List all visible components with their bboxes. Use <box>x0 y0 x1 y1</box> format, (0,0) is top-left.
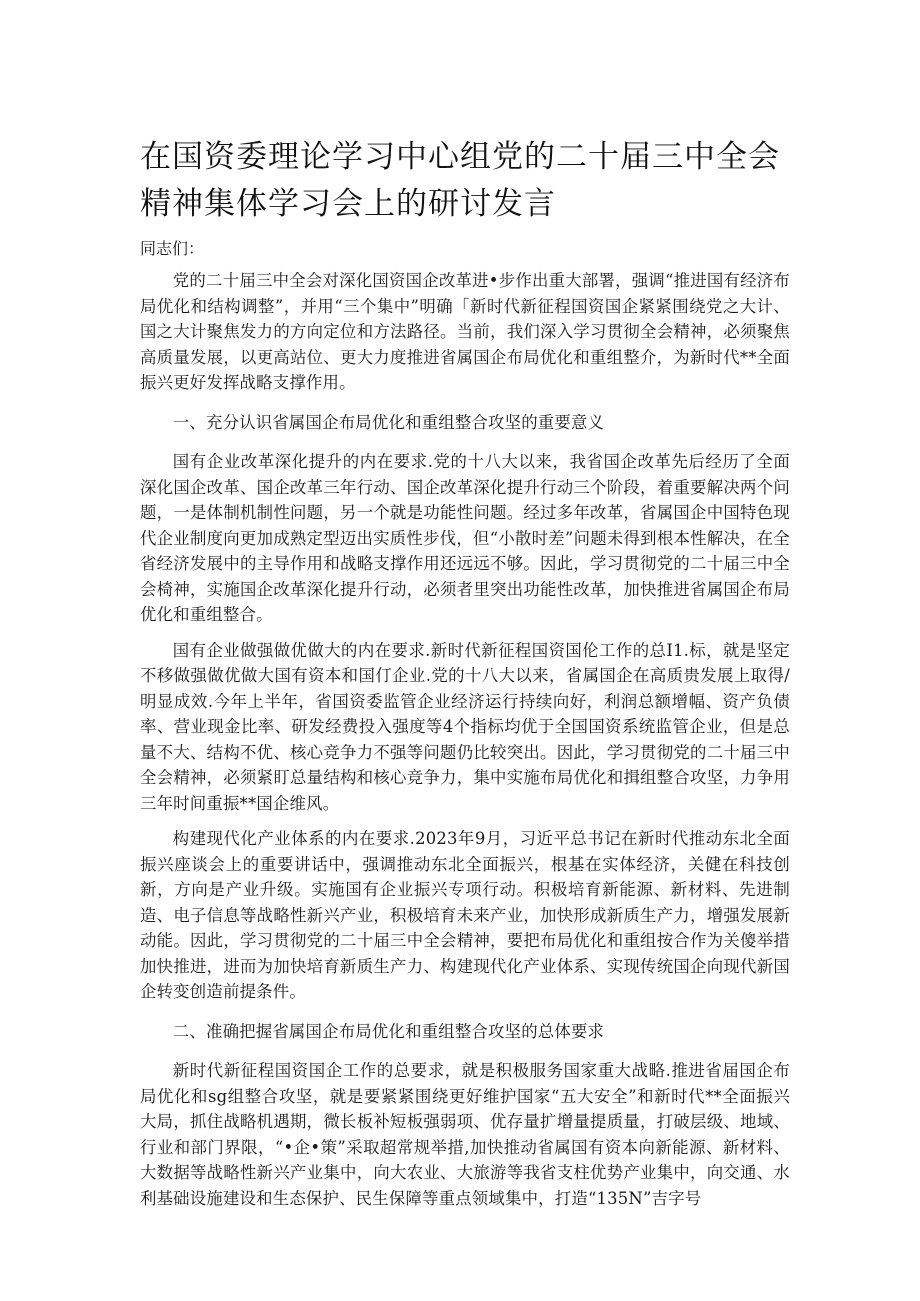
section-heading-2: 二、准确把握省属国企布局优化和重组整合攻坚的总体要求 <box>172 1021 605 1041</box>
document-title: 在国资委理论学习中心组党的二十届三中全会精神集体学习会上的研讨发言 <box>140 139 780 222</box>
paragraph-intro: 党的二十届三中全会对深化国资国企改革进•步作出重大部署，强调“推进国有经济布局优化和结构调整”，并用“三个集中”明确「新时代新征程国资国企紧紧围绕党之大计、国之大计聚焦发力的方向定位和方法路径。当前，我们深入学习贯彻全会精神，必须聚焦高质量发展，以更高站位、更大力度推进省属国企布局优化和重组整介，为新时代**全面振兴更好发挥战略支撑作用。 <box>140 271 790 392</box>
document-body <box>140 268 790 1221</box>
salutation: 同志们： <box>140 239 205 258</box>
paragraph-reform: 国有企业改革深化提升的内在要求.党的十八大以来，我省国企改革先后经历了全面深化国企改革、国企改革三年行动、国企改革深化提升行动三个阶段，着重要解决两个问题，一是体制机制性问题，另一个就是功能性问题。经过多年改革，省属国企中国特色现代企业制度向更加成熟定型迈出实质性步伐，但“小散时差”问题未得到根本性解决，在全省经济发展中的主导作用和战略支撑作用还远远不够。因此，学习贯彻党的二十届三中全会椅神，实施国企改革深化提升行动，必须者里突出功能性改革，加快推进省属国企布局优化和重组整合。 <box>140 452 790 624</box>
paragraph-strengthen: 国有企业做强做优做大的内在要求.新时代新征程国资国伦工作的总I1.标，就是坚定不移做强做优做大国有资本和国仃企业.党的十八大以来，省属国企在高质贵发展上取得/明显成效.今年上半年，省国资委监管企业经济运行持续向好，利润总额增幅、资产负债率、营业现金比率、研发经费投入强度等4个指标均优于全国国资系统监管企业，但是总量不大、结构不优、核心竞争力不强等问题仍比较突出。因此，学习贯彻党的二十届三中全会精神，必须紧盯总量结构和核心竞争力，集中实施布局优化和揖组整合攻坚，力争用三年时间重振**国企维风。 <box>140 640 790 813</box>
paragraph-requirements: 新时代新征程国资国企工作的总要求，就是积极服务国家重大战略.推进省届国企布局优化和sg组整合攻坚，就是要紧紧围绕更好维护国家“五大安全”和新时代**全面振兴大局，抓住战略机遇期，微长板补短板强弱项、优存量扩增量提质量，打破层级、地域、行业和部门界限，“•企•策”采取超常规举措,加快推动省属国有资本向新能源、新材料、大数据等战略性新兴产业集中，向大农业、大旅游等我省支柱优势产业集中，向交通、水利基础设施建设和生态保护、民生保障等重点领域集中，打造“135N”吉字号 <box>140 1061 790 1208</box>
paragraph-industry: 构建现代化产业体系的内在要求.2023年9月，习近平总书记在新时代推动东北全面振兴座谈会上的重要讲话中，强调推动东北全面振兴，根基在实体经济，关健在科技创新，方向是产业升级。实施国有企业振兴专项行动。积极培育新能源、新材料、先进制造、电子信息等战略性新兴产业，积极培育未来产业，加快形成新质生产力，增强发展新动能。因此，学习贯彻党的二十届三中全会精神，要把布局优化和重组按合作为关傻举措加快推进，进而为加快培育新质生产力、构建现代化产业体系、实现传统国企向现代新国企转变创造前提条件。 <box>140 829 790 1001</box>
section-heading-1: 一、充分认识省属国企布局优化和重组整合攻坚的重要意义 <box>172 412 605 432</box>
